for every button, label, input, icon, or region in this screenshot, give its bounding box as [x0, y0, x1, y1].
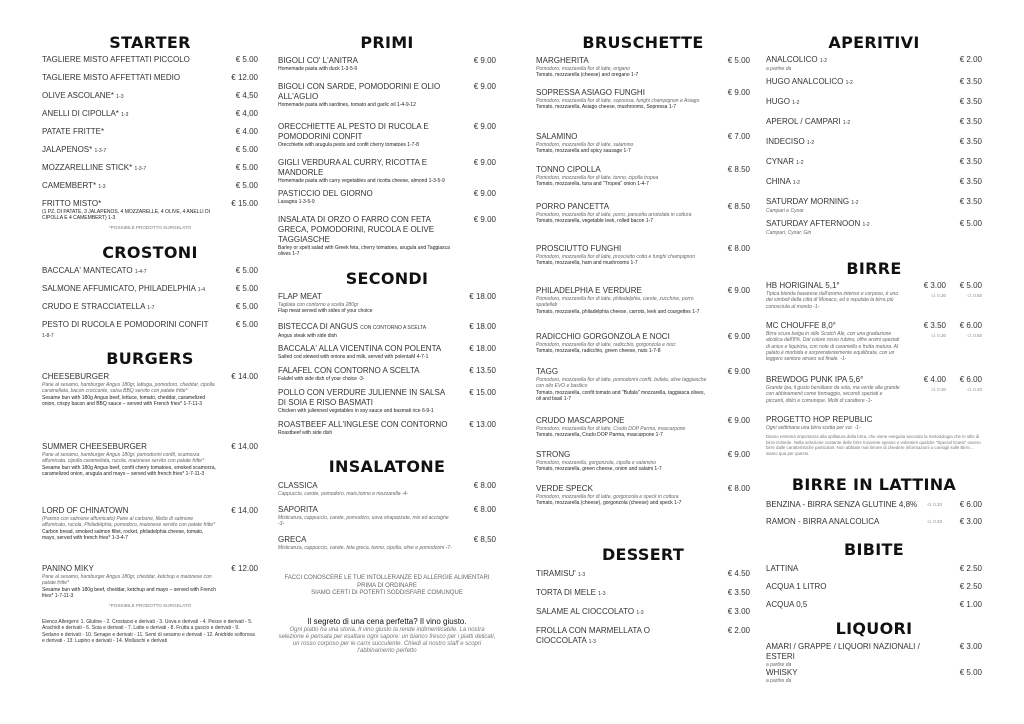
section-title: PRIMI — [360, 33, 414, 52]
menu-item: BISTECCA DI ANGUS CON CONTORNO A SCELTA € 18.00 Angus steak with side dish — [278, 322, 496, 339]
menu-item: PHILADELPHIA E VERDURE € 9.00 Pomodoro, mozzarella fior di latte, philadelphia, carote, zucchine, porro spadellati Tomato, mozzarella, philadelphia cheese, carrots, leek and courgettes 1-7 — [536, 286, 750, 315]
menu-item: SATURDAY AFTERNOON 1-2 € 5.00 Campari, Cynar, Gin — [766, 219, 982, 236]
menu-item: CRUDO E STRACCIATELLA 1-7 € 5.00 — [42, 302, 258, 311]
menu-item: OLIVE ASCOLANE* 1-3 € 4,50 — [42, 91, 258, 100]
menu-item: CHEESEBURGER € 14.00 Pane al sesamo, hamburger Angus 180gr, lattuga, pomodoro, cheddar, cipolla caramellata, bacon croccante, salsa BBQ servito con patate fritte* Sesame bun with 180g Angus beef, lettuce, tomato, cheddar, caramelized onion, crispy bacon and BBQ sauce – served with French fries* 1-7-11-3 — [42, 372, 258, 407]
birre-section — [766, 260, 982, 457]
menu-item: ORECCHIETTE AL PESTO DI RUCOLA E POMODORINI CONFIT € 9.00 Orecchiette with arugula pesto and confit cherry tomatoes 1-7-8 — [278, 122, 496, 148]
menu-item: CYNAR 1-2 € 3.50 — [766, 157, 982, 166]
menu-item: PANINO MIKY € 12.00 Pane al sesamo, hamburger Angus 180gr, cheddar, ketchup e maionese con patate fritte* Sesame bun with 180g beef, cheddar, ketchup and mayo – served with French fries* 1-7-11-3 — [42, 564, 258, 599]
menu-item: PATATE FRITTE* € 4.00 — [42, 127, 258, 136]
menu-item: RAMON - BIRRA ANALCOLICA cl. 0.33 € 3.00 — [766, 517, 982, 526]
menu-item: FALAFEL CON CONTORNO A SCELTA € 13.50 Falafel with side dish of your choice -3- — [278, 366, 496, 382]
dessert-section — [536, 546, 750, 645]
menu-item: FROLLA CON MARMELLATA O CIOCCOLATA 1-3 € 2.00 — [536, 626, 750, 645]
menu-item: CLASSICA € 8.00 Cappuccio, carote, pomodoro, mais,tonno e mozzarella -4- — [278, 481, 496, 497]
menu-item: BIGOLI CON SARDE, POMODORINI E OLIO ALL'AGLIO € 9.00 Homemade pasta with sardines, tomato and garlic oil 1-4-9-12 — [278, 82, 496, 108]
menu-item: GRECA € 8,50 Misticanza, cappuccio, carote, feta greca, tonno, cipolla, olive e pomodorini -7- — [278, 535, 496, 551]
menu-item: PESTO DI RUCOLA E POMODORINI CONFIT 1-8-7 € 5.00 — [42, 320, 258, 339]
menu-item: VERDE SPECK € 8.00 Pomodoro, mozzarella fior di latte, gorgonzola e speck in cottura Tomato, mozzarella (cheese), gorgonzola (cheese) and speck 1-7 — [536, 484, 750, 507]
section-title: SECONDI — [345, 269, 429, 288]
menu-item: TORTA DI MELE 1-3 € 3.50 — [536, 588, 750, 597]
menu-item: WHISKY € 5.00 a partire da — [766, 668, 982, 684]
wine-tip-title: Il segreto di una cena perfetta? Il vino giusto. — [307, 617, 467, 626]
menu-item: BIGOLI CO' L'ANITRA € 9.00 Homemade pasta with duck 1-3-5-9 — [278, 56, 496, 72]
menu-item: HB HORIGINAL 5,1° € 3.00 cl. 0.30 € 5.00 cl. 0.50 Tipica bionda bavarese dall'aroma intenso e corposo, è uno dei simboli della città di Monaco, ed è reputata la birra più conosciuta al mondo -1- — [766, 281, 982, 310]
allergen-list: Elenco Allergeni: 1. Glutine - 2. Crostacei e derivati - 3. Uova e derivati - 4. Pesce e derivati - 5. Arachidi e derivati - 6. Soia e derivati - 7. Latte e derivati - 8. Frutta a guscio e derivati - 9. Sedano e derivati - 10. Senape e derivati - 11. Semi di sesamo e derivati - 12. Anidride solforosa e derivati - 13. Lupino e derivati - 14. Molluschi e derivati — [42, 619, 255, 645]
menu-item: ACQUA 1 LITRO € 2.50 — [766, 582, 982, 591]
menu-item: SAPORITA € 8.00 Misticanza, cappuccio, carote, pomodoro, uova strapazzate, mix ed acciughe -3- — [278, 505, 496, 528]
menu-item: PROGETTO HOP REPUBLIC Ogni settimana una birra scelta per voi. -1- — [766, 415, 873, 431]
section-title: BRUSCHETTE — [582, 33, 704, 52]
menu-item: MC CHOUFFE 8,0° € 3.50 cl. 0.30 € 6.00 cl. 0.50 Birra scura belga in stile Scotch Ale, con una gradazione alcolica dell'8%. Dal colore rosso rubino, offre aromi speziati di anice e liquirizia, con note di caramello e frutta matura. Al palato è morbida e sorprendentemente equilibrata, con un leggero sentore amaro sul finale. -1- — [766, 321, 982, 363]
starter-section — [42, 34, 258, 231]
allergy-notice: FACCI CONOSCERE LE TUE INTOLLERANZE ED ALLERGIE ALIMENTARI PRIMA DI ORDINARE SIAMO CERTI DI POTERTI SODDISFARE COMUNQUE — [284, 575, 490, 596]
menu-item: FLAP MEAT € 18.00 Tagliata con contorno a scelta 280gr Flap meat served with sides of your choice — [278, 292, 496, 315]
menu-item: APEROL / CAMPARI 1-2 € 3.50 — [766, 117, 982, 126]
menu-item: LORD OF CHINATOWN € 14.00 (Panino con salmone affumicato) Pane al carbone, filetto di salmone affumicato, rucola, Philadelphia, pomodoro, maionese servito con patate fritte* Carbon bread, smoked salmon fillet, rocket, philadelphia cheese, tomato, mayo, served with french fries* 1-3-4-7 — [42, 506, 258, 541]
menu-item: INDECISO 1-2 € 3.50 — [766, 137, 982, 146]
section-title: CROSTONI — [102, 243, 198, 262]
liquori-section — [766, 620, 982, 684]
beer-note: Diamo estrema importanza alla spillatura della birra, che viene eseguita secondo la metodologia che lo stile di birra richiede. Nella selezione costante delle birre troverete spesso e volentieri qualche "Special Guest" ovvero birre dalle caratteristiche particolari. Non abbiate mai timore di chiedere informazioni o consigli sulle Birre…siamo qua per questo. — [766, 434, 981, 457]
section-title: STARTER — [109, 33, 191, 52]
menu-item: HUGO ANALCOLICO 1-2 € 3.50 — [766, 77, 982, 86]
crostoni-section — [42, 244, 258, 338]
menu-item: HUGO 1-2 € 3.50 — [766, 97, 982, 106]
section-title: DESSERT — [601, 545, 685, 564]
menu-item: SALMONE AFFUMICATO, PHILADELPHIA 1-4 € 5.00 — [42, 284, 258, 293]
menu-item: MARGHERITA € 5.00 Pomodoro, mozzarella fior di latte, origano Tomato, mozzarella (cheese) and oregano 1-7 — [536, 56, 750, 79]
frozen-note: *POSSIBILE PRODOTTO SURGELATO — [108, 603, 192, 609]
section-title: BURGERS — [106, 349, 194, 368]
menu-item: TIRAMISU' 1-3 € 4.50 — [536, 569, 750, 578]
menu-item: ANALCOLICO 1-2 € 2.00 a partire da — [766, 55, 982, 72]
insalatone-section — [278, 458, 496, 551]
menu-item: CHINA 1-2 € 3.50 — [766, 177, 982, 186]
menu-item: POLLO CON VERDURE JULIENNE IN SALSA DI SOIA E RISO BASMATI € 15.00 Chicken with julienned vegetables in soy sauce and basmati rice 6-9-1 — [278, 388, 496, 414]
menu-item: JALAPENOS* 1-3-7 € 5.00 — [42, 145, 258, 154]
section-title: BIRRE IN LATTINA — [791, 475, 957, 494]
menu-item: TAGLIERE MISTO AFFETTATI MEDIO € 12.00 — [42, 73, 258, 82]
menu-item: BENZINA - BIRRA SENZA GLUTINE 4,8% cl. 0.33 € 6.00 — [766, 500, 982, 509]
menu-item: SALAMINO € 7.00 Pomodoro, mozzarella fior di latte, salamino Tomato, mozzarella and spicy sausage 1-7 — [536, 132, 750, 155]
menu-item: STRONG € 9.00 Pomodoro, mozzarella, gorgonzola, cipolla e salamino Tomato, mozzarella, green cheese, onion and salami 1-7 — [536, 450, 750, 473]
menu-item: LATTINA € 2.50 — [766, 564, 982, 573]
section-title: BIRRE — [846, 259, 902, 278]
menu-item: BREWDOG PUNK IPA 5,6° € 4.00 cl. 0.30 € 6.00 cl. 0.40 Grande Ipa, il gusto bersiliano da sola, ma verde alla grande con abbinamenti come formaggio, secondi speziati e piccanti, dolci e comunque. Molti di carattere -1- — [766, 375, 982, 404]
wine-tip — [278, 617, 496, 655]
menu-item: SOPRESSA ASIAGO FUNGHI € 9.00 Pomodoro, mozzarella fior di latte, sopressa, funghi champignon e Asiago Tomato, mozzarella, Asiago cheese, mushrooms, Sopressa 1-7 — [536, 88, 750, 111]
menu-item: ANELLI DI CIPOLLA* 1-3 € 4,00 — [42, 109, 258, 118]
menu-item: MOZZARELLINE STICK* 1-3-7 € 5.00 — [42, 163, 258, 172]
section-title: INSALATONE — [328, 457, 446, 476]
menu-item: SATURDAY MORNING 1-2 € 3.50 Campari e Cynar — [766, 197, 982, 214]
frozen-note: *POSSIBILE PRODOTTO SURGELATO — [108, 224, 192, 230]
burgers-section — [42, 350, 258, 644]
menu-item: SALAME AL CIOCCOLATO 1-3 € 3.00 — [536, 607, 750, 616]
bruschette-section — [536, 34, 750, 507]
section-title: APERITIVI — [828, 33, 920, 52]
menu-item: BACCALA' MANTECATO 1-4-7 € 5.00 — [42, 266, 258, 275]
section-title: LIQUORI — [835, 619, 913, 638]
bibite-section — [766, 541, 982, 618]
menu-item: BACCALA' ALLA VICENTINA CON POLENTA € 18.00 Salted cod stewed with onions and milk, served with polentaM 4-7-1 — [278, 344, 496, 360]
birre-lattina-section — [766, 476, 982, 534]
menu-item: TAGLIERE MISTO AFFETTATI PICCOLO € 5.00 — [42, 55, 258, 64]
menu-item: AMARI / GRAPPE / LIQUORI NAZIONALI / ESTERI € 3.00 a partire da — [766, 642, 982, 668]
menu-item: CRUDO MASCARPONE € 9.00 Pomodoro, mozzarella fior di latte, Crudo DOP Parma, mascarpone Tomato, mozzarella, Crudo DOP Parma, mascarpone 1-7 — [536, 416, 750, 439]
menu-item: ROASTBEEF ALL'INGLESE CON CONTORNO € 13.00 Roastbeef with side dish — [278, 420, 496, 436]
section-title: BIBITE — [844, 540, 904, 559]
menu-item: GIGLI VERDURA AL CURRY, RICOTTA E MANDORLE € 9.00 Homemade pasta with curry vegetables and ricotta cheese, almond 1-3-5-9 — [278, 158, 496, 184]
wine-tip-body: Ogni piatto ha una storia. Il vino giusto la rende indimenticabile. La nostra selezione è pensata per esaltare ogni sapore: un bianco fresco per i piatti delicati, un rosso corposo per le carni succulente. Chiedi al nostro staff e scopri l'abbinamento perfetto — [278, 627, 496, 654]
menu-item: RADICCHIO GORGONZOLA E NOCI € 9.00 Pomodoro, mozzarella fior di latte, radicchio, gorgonzola e noci Tomato, mozzarella, radicchio, green cheese, nuts 1-7-8 — [536, 332, 750, 355]
primi-section — [278, 34, 496, 258]
menu-item: TONNO CIPOLLA € 8.50 Pomodoro, mozzarella fior di latte, tonno, cipolla tropea Tomato, mozzarella, tuna and "Tropea" onion 1-4-7 — [536, 165, 750, 188]
secondi-section — [278, 270, 496, 436]
menu-item: CAMEMBERT* 1-3 € 5.00 — [42, 181, 258, 190]
aperitivi-section — [766, 34, 982, 236]
menu-item: SUMMER CHEESEBURGER € 14.00 Pane al sesamo, hamburger Angus 180gr, pomodorini confit, scamorza affumicata, cipolla caramellata, rucola, maionese servito con patate fritte* Sesame bun with 180g Angus beef, confit cherry tomatoes, smoked scamorza, caramelized onion, arugula and mayo – served with french fries* 1-7-11-3 — [42, 442, 258, 477]
menu-item: PORRO PANCETTA € 8.50 Pomodoro, mozzarella fior di latte, porro, pancetta arrotolata in cottura Tomato, mozzarella, vegetable leek, rolled bacon 1-7 — [536, 202, 750, 225]
menu-item: PASTICCIO DEL GIORNO € 9.00 Lasagna 1-3-5-9 — [278, 189, 496, 205]
menu-item: FRITTO MISTO* € 15.00 (1 PZ. DI PATATE, 3 JALAPENOS, 4 MOZZARELLE, 4 OLIVE, 4 ANELLI DI CIPOLLA E 4 CAMEMBERT) 1-3 — [42, 199, 258, 222]
menu-item: INSALATA DI ORZO O FARRO CON FETA GRECA, POMODORINI, RUCOLA E OLIVE TAGGIASCHE € 9.00 Barley or spelt salad with Greek feta, cherry tomatoes, arugula and Taggiasca olives 1-7 — [278, 215, 496, 258]
menu-item: ACQUA 0,5 € 1.00 — [766, 600, 982, 609]
menu-item: TAGG € 9.00 Pomodoro, mozzarella fior di latte, pomodorini confit, bufala, olive taggiasche con olio EVO e basilico Tomato, mozzarella, confit tomato and "Bufala" mozzarella, taggiasca olives, oil and basil 1-7 — [536, 367, 750, 402]
menu-item: PROSCIUTTO FUNGHI € 8.00 Pomodoro, mozzarella fior di latte, prosciutto cotto e funghi champignon Tomato, mozzarella, ham and mushrooms 1-7 — [536, 244, 750, 267]
